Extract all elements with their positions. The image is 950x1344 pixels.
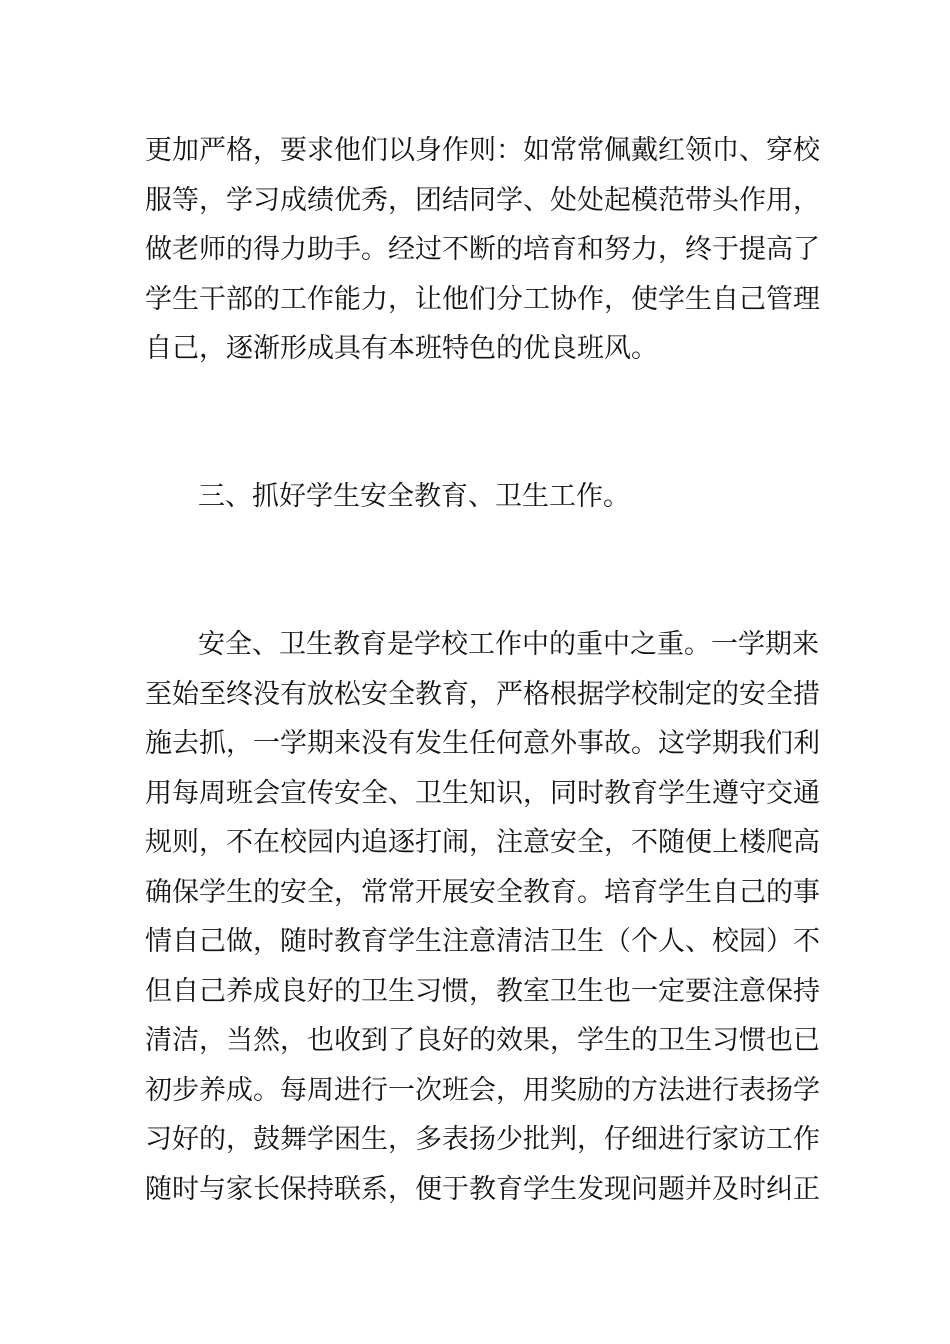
text-line: 自己，逐渐形成具有本班特色的优良班风。 bbox=[145, 333, 658, 364]
text-line: 确保学生的安全，常常开展安全教育。培育学生自己的事 bbox=[145, 876, 820, 908]
text-line: 用每周班会宣传安全、卫生知识，同时教育学生遵守交通 bbox=[145, 777, 820, 809]
text-line: 但自己养成良好的卫生习惯，教室卫生也一定要注意保持 bbox=[145, 975, 820, 1007]
text-line: 服等，学习成绩优秀，团结同学、处处起模范带头作用， bbox=[145, 184, 820, 216]
text-line: 安全、卫生教育是学校工作中的重中之重。一学期来 bbox=[198, 629, 819, 660]
section-heading bbox=[145, 472, 817, 522]
paragraph-safety-hygiene bbox=[145, 620, 820, 1214]
paragraph-class-cadres bbox=[145, 126, 820, 374]
text-line: 学生干部的工作能力，让他们分工协作，使学生自己管理 bbox=[145, 283, 820, 315]
text-line: 更加严格，要求他们以身作则：如常常佩戴红领巾、穿校 bbox=[145, 135, 820, 166]
heading-text: 三、抓好学生安全教育、卫生工作。 bbox=[198, 481, 630, 512]
text-line: 习好的，鼓舞学困生，多表扬少批判，仔细进行家访工作 bbox=[145, 1124, 820, 1155]
text-line: 情自己做，随时教育学生注意清洁卫生（个人、校园）不 bbox=[145, 926, 820, 957]
text-line: 随时与家长保持联系，便于教育学生发现问题并及时纠正 bbox=[145, 1173, 820, 1205]
text-line: 初步养成。每周进行一次班会，用奖励的方法进行表扬学 bbox=[145, 1074, 820, 1106]
text-line: 至始至终没有放松安全教育，严格根据学校制定的安全措 bbox=[145, 678, 820, 710]
text-line: 做老师的得力助手。经过不断的培育和努力，终于提高了 bbox=[145, 234, 820, 265]
text-line: 清洁，当然，也收到了良好的效果，学生的卫生习惯也已 bbox=[145, 1025, 820, 1056]
text-line: 规则，不在校园内追逐打闹，注意安全，不随便上楼爬高 bbox=[145, 827, 820, 858]
text-line: 施去抓，一学期来没有发生任何意外事故。这学期我们利 bbox=[145, 728, 820, 759]
